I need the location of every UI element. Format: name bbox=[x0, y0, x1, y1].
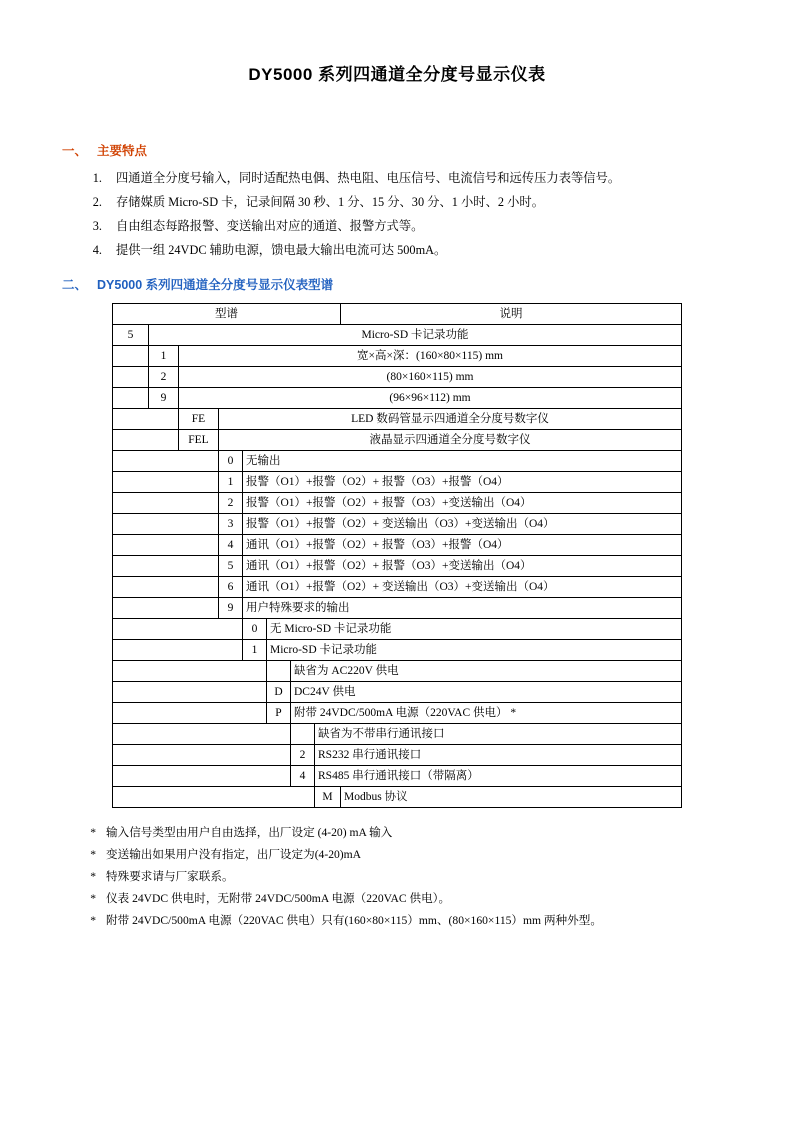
section-label: 主要特点 bbox=[97, 144, 148, 158]
note-bullet: * bbox=[90, 848, 96, 861]
table-row bbox=[113, 787, 682, 808]
note-item bbox=[62, 910, 732, 931]
table-row bbox=[113, 745, 682, 766]
desc-cell: 报警（O1）+报警（O2）+ 报警（O3）+报警（O4） bbox=[243, 472, 682, 493]
spacer-cell bbox=[113, 598, 219, 619]
list-item-index: 2. bbox=[92, 195, 102, 209]
notes-list bbox=[62, 822, 732, 931]
spacer-cell bbox=[113, 514, 219, 535]
desc-cell: DC24V 供电 bbox=[291, 682, 682, 703]
table-header-model: 型谱 bbox=[113, 304, 341, 325]
spacer-cell bbox=[113, 745, 291, 766]
code-cell: 1 bbox=[149, 346, 179, 367]
spacer-cell bbox=[113, 661, 267, 682]
code-cell: 4 bbox=[219, 535, 243, 556]
table-row bbox=[113, 661, 682, 682]
list-item-text: 存储媒质 Micro-SD 卡，记录间隔 30 秒、1 分、15 分、30 分、1 小时、2 小时。 bbox=[116, 195, 544, 209]
desc-cell: 通讯（O1）+报警（O2）+ 报警（O3）+报警（O4） bbox=[243, 535, 682, 556]
table-row bbox=[113, 388, 682, 409]
desc-cell: 液晶显示四通道全分度号数字仪 bbox=[219, 430, 682, 451]
section-number: 一、 bbox=[62, 144, 88, 158]
desc-cell: RS232 串行通讯接口 bbox=[315, 745, 682, 766]
table-row bbox=[113, 682, 682, 703]
note-text: 仪表 24VDC 供电时，无附带 24VDC/500mA 电源（220VAC 供电）。 bbox=[106, 892, 451, 905]
spacer-cell bbox=[113, 367, 149, 388]
spacer-cell bbox=[113, 640, 243, 661]
section-features bbox=[62, 141, 732, 261]
table-row bbox=[113, 556, 682, 577]
table-row bbox=[113, 325, 682, 346]
list-item-index: 3. bbox=[92, 219, 102, 233]
code-cell: 6 bbox=[219, 577, 243, 598]
desc-cell: (80×160×115) mm bbox=[179, 367, 682, 388]
page-title: DY5000 系列四通道全分度号显示仪表 bbox=[248, 65, 546, 84]
model-spec-table bbox=[112, 303, 682, 808]
note-text: 特殊要求请与厂家联系。 bbox=[106, 870, 234, 883]
table-row bbox=[113, 640, 682, 661]
desc-cell: 通讯（O1）+报警（O2）+ 报警（O3）+变送输出（O4） bbox=[243, 556, 682, 577]
code-cell: 5 bbox=[219, 556, 243, 577]
list-item bbox=[62, 167, 732, 189]
code-cell: 9 bbox=[149, 388, 179, 409]
desc-cell: 报警（O1）+报警（O2）+ 报警（O3）+变送输出（O4） bbox=[243, 493, 682, 514]
desc-cell: (96×96×112) mm bbox=[179, 388, 682, 409]
spacer-cell bbox=[113, 556, 219, 577]
code-cell: M bbox=[315, 787, 341, 808]
table-row bbox=[113, 367, 682, 388]
code-cell: FE bbox=[179, 409, 219, 430]
spacer-cell bbox=[113, 535, 219, 556]
table-row bbox=[113, 346, 682, 367]
code-cell: 2 bbox=[149, 367, 179, 388]
desc-cell: Micro-SD 卡记录功能 bbox=[267, 640, 682, 661]
list-item-text: 提供一组 24VDC 辅助电源，馈电最大输出电流可达 500mA。 bbox=[116, 243, 447, 257]
code-cell: 1 bbox=[219, 472, 243, 493]
table-header-desc: 说明 bbox=[341, 304, 682, 325]
spacer-cell bbox=[113, 703, 267, 724]
table-row bbox=[113, 766, 682, 787]
code-cell: 3 bbox=[219, 514, 243, 535]
code-cell: FEL bbox=[179, 430, 219, 451]
code-cell: 4 bbox=[291, 766, 315, 787]
desc-cell: RS485 串行通讯接口（带隔离） bbox=[315, 766, 682, 787]
code-cell: 9 bbox=[219, 598, 243, 619]
note-item bbox=[62, 866, 732, 887]
spacer-cell bbox=[113, 388, 149, 409]
spacer-cell bbox=[113, 619, 243, 640]
note-bullet: * bbox=[90, 826, 96, 839]
note-bullet: * bbox=[90, 870, 96, 883]
spacer-cell bbox=[113, 409, 179, 430]
table-row bbox=[113, 472, 682, 493]
desc-cell: 缺省为不带串行通讯接口 bbox=[315, 724, 682, 745]
section-label: DY5000 系列四通道全分度号显示仪表型谱 bbox=[97, 278, 334, 292]
note-bullet: * bbox=[90, 914, 96, 927]
table-row bbox=[113, 451, 682, 472]
code-cell: D bbox=[267, 682, 291, 703]
list-item bbox=[62, 215, 732, 237]
table-row bbox=[113, 703, 682, 724]
desc-cell: 无 Micro-SD 卡记录功能 bbox=[267, 619, 682, 640]
spacer-cell bbox=[113, 682, 267, 703]
table-row bbox=[113, 619, 682, 640]
note-bullet: * bbox=[90, 892, 96, 905]
code-cell: 0 bbox=[219, 451, 243, 472]
list-item-text: 四通道全分度号输入，同时适配热电偶、热电阻、电压信号、电流信号和远传压力表等信号。 bbox=[116, 171, 621, 185]
desc-cell: 报警（O1）+报警（O2）+ 变送输出（O3）+变送输出（O4） bbox=[243, 514, 682, 535]
list-item-index: 1. bbox=[92, 171, 102, 185]
table-row bbox=[113, 493, 682, 514]
section-number: 二、 bbox=[62, 278, 88, 292]
code-cell: P bbox=[267, 703, 291, 724]
code-cell bbox=[267, 661, 291, 682]
table-row bbox=[113, 598, 682, 619]
feature-list bbox=[62, 167, 732, 261]
desc-cell: 缺省为 AC220V 供电 bbox=[291, 661, 682, 682]
section-model-table bbox=[62, 275, 732, 931]
code-cell: 1 bbox=[243, 640, 267, 661]
note-item bbox=[62, 844, 732, 865]
desc-cell: Micro-SD 卡记录功能 bbox=[149, 325, 682, 346]
list-item-index: 4. bbox=[92, 243, 102, 257]
spacer-cell bbox=[113, 472, 219, 493]
table-row bbox=[113, 724, 682, 745]
note-text: 附带 24VDC/500mA 电源（220VAC 供电）只有(160×80×115）mm、(80×160×115）mm 两种外型。 bbox=[106, 914, 602, 927]
spacer-cell bbox=[113, 787, 315, 808]
note-text: 变送输出如果用户没有指定，出厂设定为(4-20)mA bbox=[106, 848, 362, 861]
spacer-cell bbox=[113, 451, 219, 472]
table-row bbox=[113, 409, 682, 430]
table-header-row bbox=[113, 304, 682, 325]
section-heading-model bbox=[62, 275, 732, 293]
spacer-cell bbox=[113, 346, 149, 367]
note-text: 输入信号类型由用户自由选择，出厂设定 (4-20) mA 输入 bbox=[106, 826, 393, 839]
section-heading-features bbox=[62, 141, 732, 159]
spacer-cell bbox=[113, 430, 179, 451]
note-item bbox=[62, 888, 732, 909]
spacer-cell bbox=[113, 577, 219, 598]
list-item bbox=[62, 191, 732, 213]
code-cell bbox=[291, 724, 315, 745]
spacer-cell bbox=[113, 493, 219, 514]
code-cell: 0 bbox=[243, 619, 267, 640]
desc-cell: 用户特殊要求的输出 bbox=[243, 598, 682, 619]
desc-cell: 通讯（O1）+报警（O2）+ 变送输出（O3）+变送输出（O4） bbox=[243, 577, 682, 598]
desc-cell: Modbus 协议 bbox=[341, 787, 682, 808]
code-cell: 2 bbox=[219, 493, 243, 514]
code-cell: 2 bbox=[291, 745, 315, 766]
desc-cell: 附带 24VDC/500mA 电源（220VAC 供电） * bbox=[291, 703, 682, 724]
table-row bbox=[113, 535, 682, 556]
table-row bbox=[113, 514, 682, 535]
desc-cell: 宽×高×深：(160×80×115) mm bbox=[179, 346, 682, 367]
list-item bbox=[62, 239, 732, 261]
table-row bbox=[113, 430, 682, 451]
table-row bbox=[113, 577, 682, 598]
list-item-text: 自由组态每路报警、变送输出对应的通道、报警方式等。 bbox=[116, 219, 424, 233]
spacer-cell bbox=[113, 724, 291, 745]
desc-cell: LED 数码管显示四通道全分度号数字仪 bbox=[219, 409, 682, 430]
code-cell: 5 bbox=[113, 325, 149, 346]
spacer-cell bbox=[113, 766, 291, 787]
desc-cell: 无输出 bbox=[243, 451, 682, 472]
note-item bbox=[62, 822, 732, 843]
